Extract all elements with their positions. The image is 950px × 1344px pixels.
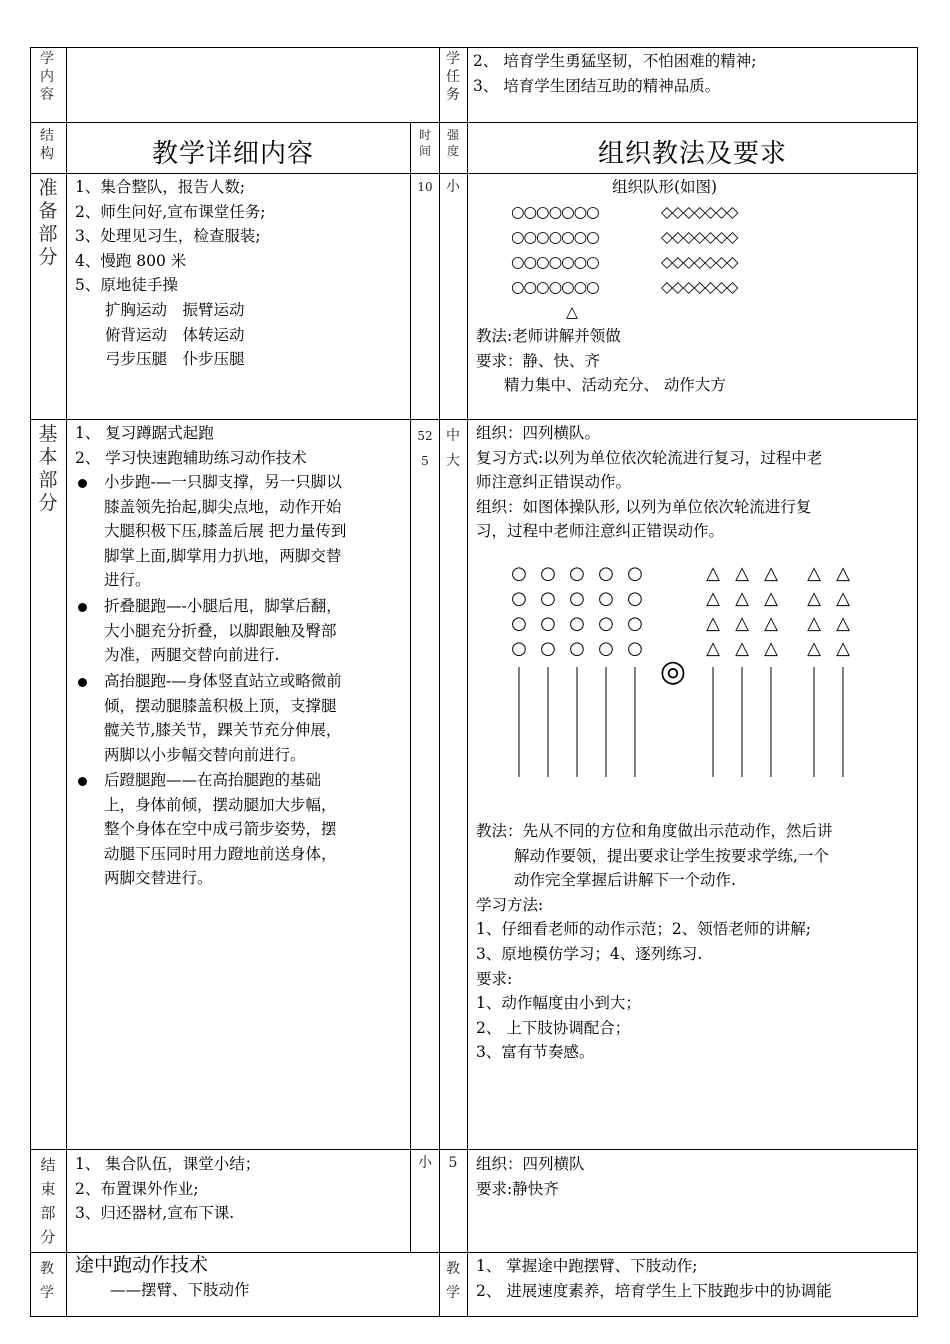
- student-circle-mark: ○: [569, 638, 585, 659]
- student-circle-mark: ○: [598, 563, 614, 584]
- intensity-header: 强度: [446, 128, 459, 158]
- end-method-line: 要求:静快齐: [476, 1179, 559, 1198]
- basic-label: 基本部分: [38, 423, 58, 514]
- org-line: 组织：如图体操队形, 以列为单位依次轮流进行复: [476, 497, 812, 516]
- student-circle-mark: ○: [540, 563, 556, 584]
- org-line: 组织：四列横队。: [476, 424, 601, 442]
- bottom-label: 教学: [40, 1261, 54, 1301]
- student-circle-mark: ○: [627, 613, 643, 634]
- method-line: 解动作要领，提出要求让学生按要求学练,一个: [514, 846, 829, 865]
- time-header: 时间: [418, 128, 431, 158]
- content-title: 教学详细内容: [152, 139, 315, 169]
- basic-time: 525: [417, 429, 433, 468]
- rule: [30, 419, 918, 420]
- student-triangle-mark: △: [807, 563, 821, 584]
- task-line: 2、 培育学生勇猛坚韧，不怕困难的精神;: [473, 52, 757, 70]
- student-triangle-mark: △: [706, 613, 720, 634]
- bullet-icon: [78, 479, 87, 488]
- end-col4: 5: [448, 1155, 458, 1171]
- basic-items: [75, 421, 307, 470]
- end-label: 结束部分: [40, 1156, 56, 1246]
- student-triangle-mark: △: [735, 563, 749, 584]
- drill-line: 大小腿充分折叠，以脚跟触及臀部: [104, 621, 337, 640]
- bullet-icon: [78, 603, 87, 612]
- student-triangle-mark: △: [807, 638, 821, 659]
- rule: [439, 47, 440, 1317]
- student-circle-mark: ○: [627, 563, 643, 584]
- rule: [30, 47, 31, 1317]
- drill-line: 小步跑-—一只脚支撑，另一只脚以: [104, 473, 342, 491]
- drill-push-off: [104, 768, 337, 891]
- rule: [66, 47, 67, 1317]
- method-line: 动作完全掌握后讲解下一个动作.: [514, 871, 736, 890]
- drill-line: 髋关节,膝关节，踝关节充分伸展，: [104, 721, 342, 740]
- student-circle-mark: ○: [511, 613, 527, 634]
- method-line: 学习方法:: [476, 895, 544, 914]
- prep-line: 俯背运动 体转运动: [105, 325, 245, 344]
- bottom-tasks: [476, 1254, 832, 1303]
- bullet-icon: [78, 777, 87, 786]
- student-circle-mark: ○: [540, 588, 556, 609]
- formation-diamonds-row: ◇◇◇◇◇◇◇: [661, 203, 738, 221]
- lesson-title: 途中跑动作技术: [75, 1254, 209, 1276]
- drill-line: 两脚交替进行。: [104, 869, 213, 888]
- formation-diamonds-row: ◇◇◇◇◇◇◇: [661, 228, 738, 246]
- end-content: [75, 1152, 260, 1226]
- drill-line: 为准，两腿交替向前进行.: [104, 646, 280, 665]
- prep-intensity: 小: [446, 179, 460, 195]
- drill-line: 后蹬腿跑——在高抬腿跑的基础: [104, 771, 322, 789]
- end-method: [476, 1152, 585, 1201]
- prep-line: 1、集合整队，报告人数;: [75, 178, 246, 196]
- prep-content: [75, 175, 266, 372]
- prep-method-line: 教法:老师讲解并领做: [476, 327, 621, 345]
- rule: [467, 47, 468, 1317]
- student-triangle-mark: △: [706, 588, 720, 609]
- prep-line: 4、慢跑 800 米: [75, 251, 187, 270]
- top-right-label: 学任务: [446, 51, 460, 103]
- basic-item: 2、 学习快速跑辅助练习动作技术: [75, 448, 307, 467]
- lesson-subtitle: ——摆臂、下肢动作: [110, 1281, 250, 1299]
- basic-item: 1、 复习蹲踞式起跑: [75, 424, 214, 442]
- drill-line: 折叠腿跑—-小腿后甩，脚掌后翻，: [104, 597, 342, 615]
- rule: [30, 1316, 918, 1317]
- formation-circles-row: ○○○○○○○: [511, 228, 599, 246]
- prep-label: 准备部分: [38, 177, 58, 268]
- drill-small-step: [104, 470, 346, 593]
- student-triangle-mark: △: [836, 638, 850, 659]
- end-line: 2、布置课外作业;: [75, 1179, 199, 1198]
- student-triangle-mark: △: [836, 563, 850, 584]
- drill-line: 上，身体前倾，摆动腿加大步幅，: [104, 795, 337, 814]
- student-circle-mark: ○: [540, 613, 556, 634]
- student-circle-mark: ○: [511, 588, 527, 609]
- student-triangle-mark: △: [735, 588, 749, 609]
- student-triangle-mark: △: [735, 638, 749, 659]
- student-triangle-mark: △: [735, 613, 749, 634]
- drill-line: 动腿下压同时用力蹬地前送身体，: [104, 844, 337, 863]
- student-circle-mark: ○: [569, 613, 585, 634]
- drill-line: 整个身体在空中成弓箭步姿势，摆: [104, 820, 337, 839]
- rule: [30, 1149, 918, 1150]
- student-circle-mark: ○: [598, 638, 614, 659]
- student-triangle-mark: △: [836, 613, 850, 634]
- student-circle-mark: ○: [511, 638, 527, 659]
- basic-org-text: [476, 421, 822, 544]
- method-line: 3、原地模仿学习；4、逐列练习.: [476, 944, 703, 963]
- bottom-task-line: 2、 进展速度素养，培育学生上下肢跑步中的协调能: [476, 1281, 832, 1300]
- org-line: 习，过程中老师注意纠正错误动作。: [476, 522, 725, 541]
- drill-high-knee: [104, 669, 342, 767]
- formation-circles-row: ○○○○○○○: [511, 203, 599, 221]
- method-line: 要求:: [476, 969, 513, 988]
- method-line: 教法：先从不同的方位和角度做出示范动作，然后讲: [476, 822, 833, 840]
- prep-line: 5、原地徒手操: [75, 276, 178, 295]
- student-circle-mark: ○: [569, 563, 585, 584]
- student-triangle-mark: △: [706, 638, 720, 659]
- student-circle-mark: ○: [598, 588, 614, 609]
- prep-method-line: 要求：静、快、齐: [476, 351, 601, 370]
- drill-line: 大腿积极下压,膝盖后展 把力量传到: [104, 522, 347, 541]
- prep-method: [476, 324, 726, 398]
- bottom-task-line: 1、 掌握途中跑摆臂、下肢动作;: [476, 1257, 698, 1275]
- student-triangle-mark: △: [807, 613, 821, 634]
- student-triangle-mark: △: [764, 638, 778, 659]
- teacher-marker: △: [566, 303, 578, 321]
- method-title: 组织教法及要求: [598, 139, 788, 169]
- formation-circles-row: ○○○○○○○: [511, 253, 599, 271]
- method-line: 2、 上下肢协调配合；: [476, 1018, 631, 1037]
- drill-line: 倾，摆动腿膝盖积极上顶，支撑腿: [104, 696, 337, 715]
- drill-line: 两脚以小步幅交替向前进行。: [104, 745, 306, 764]
- student-triangle-mark: △: [706, 563, 720, 584]
- end-col3: 小: [418, 1155, 432, 1171]
- prep-time: 10: [417, 180, 433, 194]
- drill-line: 进行。: [104, 571, 151, 590]
- drill-folding-leg: [104, 594, 342, 668]
- student-circle-mark: ○: [627, 588, 643, 609]
- student-circle-mark: ○: [511, 563, 527, 584]
- student-circle-mark: ○: [569, 588, 585, 609]
- prep-method-line: 精力集中、活动充分、 动作大方: [504, 376, 726, 395]
- formation-title: 组织队形(如图): [612, 178, 718, 196]
- student-triangle-mark: △: [764, 613, 778, 634]
- formation-circles-row: ○○○○○○○: [511, 278, 599, 296]
- student-circle-mark: ○: [598, 613, 614, 634]
- method-line: 3、富有节奏感。: [476, 1043, 595, 1062]
- student-circle-mark: ○: [627, 638, 643, 659]
- rule: [30, 122, 918, 123]
- end-line: 1、 集合队伍，课堂小结；: [75, 1155, 261, 1173]
- top-left-label: 学内容: [40, 51, 54, 103]
- student-circle-mark: ○: [540, 638, 556, 659]
- student-triangle-mark: △: [807, 588, 821, 609]
- student-triangle-mark: △: [764, 588, 778, 609]
- prep-line: 2、师生问好,宣布课堂任务;: [75, 202, 266, 221]
- org-line: 师注意纠正错误动作。: [476, 473, 632, 492]
- student-triangle-mark: △: [764, 563, 778, 584]
- formation-diagram: [490, 557, 890, 777]
- task-line: 3、 培育学生团结互助的精神品质。: [473, 77, 721, 95]
- student-triangle-mark: △: [836, 588, 850, 609]
- teacher-mark: ◎: [659, 654, 687, 689]
- formation-diamonds-row: ◇◇◇◇◇◇◇: [661, 253, 738, 271]
- method-line: 1、仔细看老师的动作示范；2、领悟老师的讲解;: [476, 920, 811, 939]
- prep-line: 3、处理见习生，检查服装;: [75, 227, 261, 246]
- formation-diamonds-row: ◇◇◇◇◇◇◇: [661, 278, 738, 296]
- bottom-right-label: 教学: [446, 1261, 460, 1301]
- basic-intensity: 中大: [446, 428, 460, 469]
- rule: [30, 173, 918, 174]
- prep-line: 扩胸运动 振臂运动: [105, 300, 245, 319]
- rule: [917, 47, 918, 1317]
- drill-line: 膝盖领先抬起,脚尖点地，动作开始: [104, 497, 342, 516]
- structure-header: 结构: [40, 128, 54, 162]
- drill-line: 脚掌上面,脚掌用力扒地，两脚交替: [104, 546, 342, 565]
- basic-method-text: [476, 819, 833, 1065]
- prep-line: 弓步压腿 仆步压腿: [105, 350, 245, 369]
- lesson-plan-table: [30, 47, 918, 1317]
- end-method-line: 组织：四列横队: [476, 1155, 585, 1173]
- bullet-icon: [78, 678, 87, 687]
- end-line: 3、归还器材,宣布下课.: [75, 1204, 235, 1223]
- org-line: 复习方式:以列为单位依次轮流进行复习，过程中老: [476, 448, 823, 467]
- method-line: 1、动作幅度由小到大；: [476, 994, 641, 1013]
- drill-line: 高抬腿跑-—身体竖直站立或略微前: [104, 672, 342, 690]
- rule: [410, 122, 411, 1252]
- rule: [30, 47, 918, 48]
